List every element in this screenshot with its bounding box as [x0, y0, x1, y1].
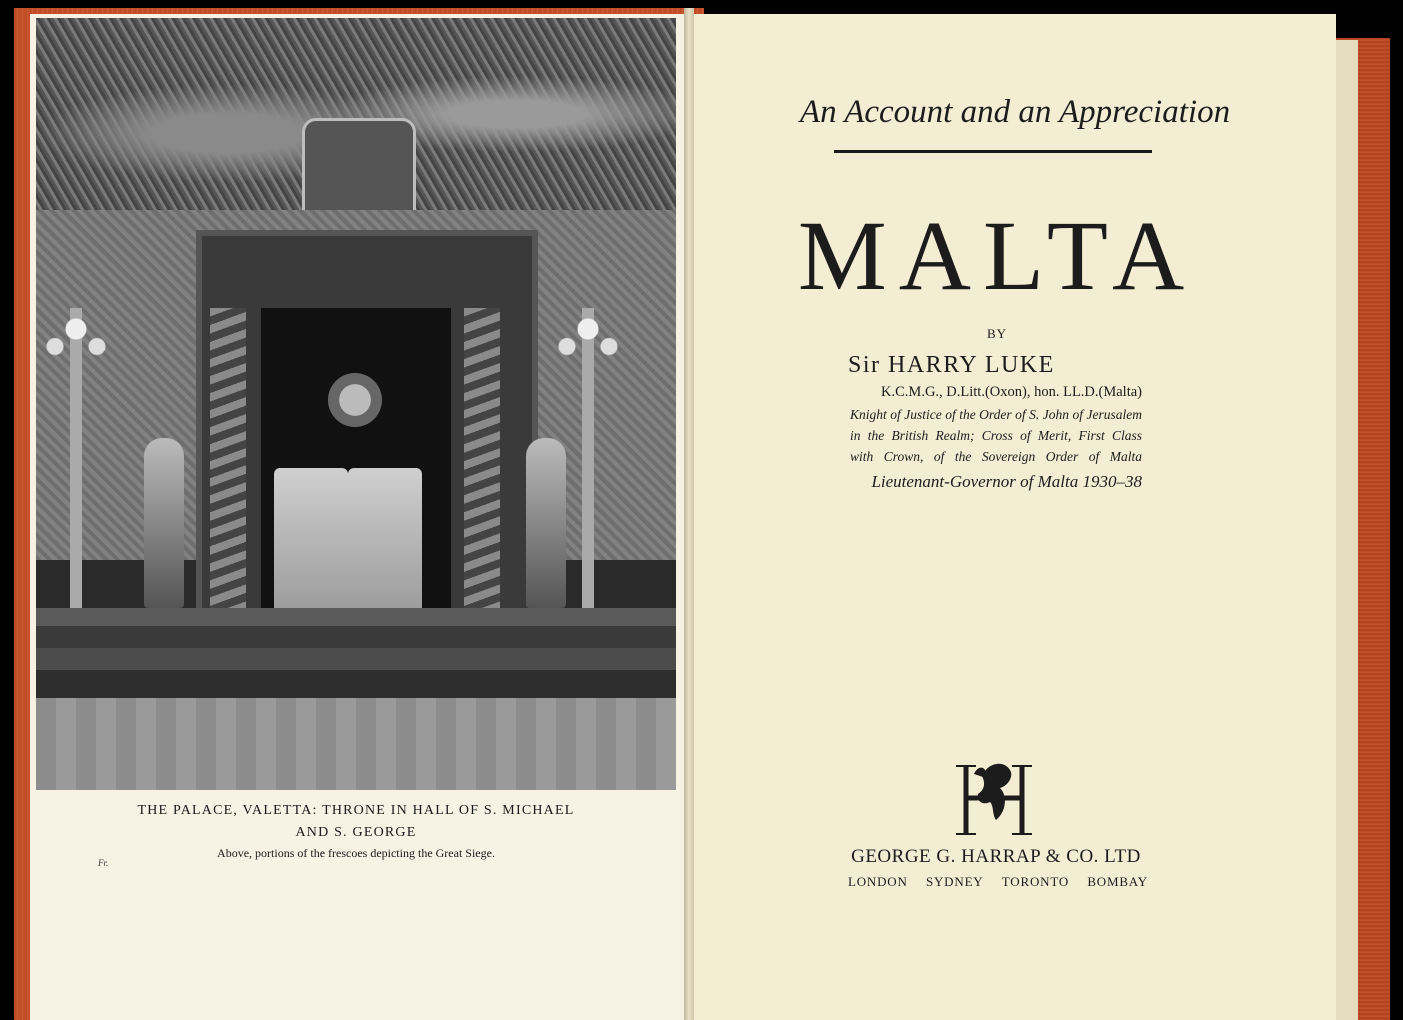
suit-of-armour-left — [144, 438, 184, 608]
candelabrum-right — [558, 308, 618, 658]
suit-of-armour-right — [526, 438, 566, 608]
title-rule — [834, 150, 1152, 153]
twisted-column-right — [464, 308, 500, 628]
city-toronto: TORONTO — [1001, 874, 1070, 889]
by-label: BY — [986, 326, 1008, 341]
honours-line-3: with Crown, of the Sovereign Order of Malta — [850, 449, 1142, 464]
frontispiece-photograph — [36, 18, 676, 790]
author-prefix: Sir — [848, 352, 881, 378]
throne-chair-right — [348, 468, 422, 618]
frontispiece-mark: Fr. — [98, 858, 109, 868]
author-office: Lieutenant-Governor of Malta 1930–38 — [871, 472, 1142, 491]
caption-subtext: Above, portions of the frescoes depicting the Great Siege. — [217, 846, 495, 860]
honours-line-2: in the British Realm; Cross of Merit, First Class — [850, 428, 1142, 443]
fresco-cartouche — [302, 118, 416, 214]
author-surname: HARRY LUKE — [888, 352, 1055, 378]
royal-coat-of-arms — [322, 370, 388, 430]
dais-steps — [36, 608, 676, 698]
hall-floor — [36, 698, 676, 790]
publisher-pegasus-h-icon — [952, 756, 1036, 838]
twisted-column-left — [210, 308, 246, 628]
city-bombay: BOMBAY — [1087, 874, 1148, 889]
subtitle: An Account and an Appreciation — [799, 94, 1231, 130]
title-page — [694, 14, 1336, 1020]
city-london: LONDON — [848, 874, 908, 889]
candelabrum-left — [46, 308, 106, 658]
page-edges — [1336, 40, 1358, 1020]
honours-line-1: Knight of Justice of the Order of S. John of Jerusalem — [850, 407, 1142, 422]
publisher-name: GEORGE G. HARRAP & CO. LTD — [851, 846, 1141, 867]
caption-line-1: THE PALACE, VALETTA: THRONE IN HALL OF S. MICHAEL — [137, 803, 575, 818]
book-title: MALTA — [797, 200, 1197, 311]
plate-caption — [36, 800, 676, 862]
city-sydney: SYDNEY — [925, 874, 984, 889]
author-honours — [850, 404, 1142, 467]
caption-line-2: AND S. GEORGE — [295, 825, 417, 840]
author-degrees: K.C.M.G., D.Litt.(Oxon), hon. LL.D.(Malta) — [881, 384, 1142, 400]
book-gutter — [684, 8, 694, 1020]
throne-chair-left — [274, 468, 348, 618]
publisher-cities — [848, 874, 1148, 890]
author-name — [848, 352, 1148, 379]
